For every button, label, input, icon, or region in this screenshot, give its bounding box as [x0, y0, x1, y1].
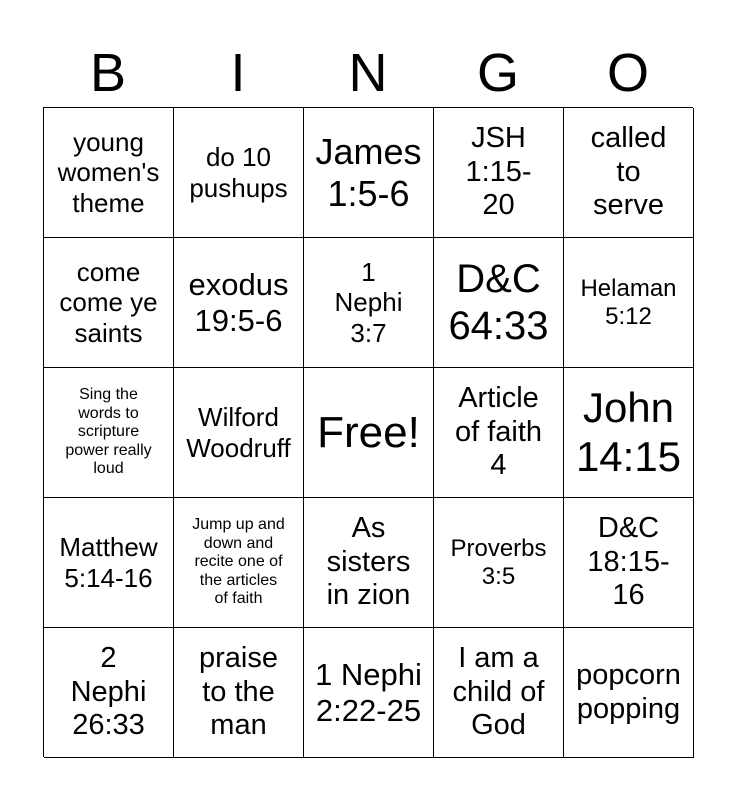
cell-text: I am a child of God [452, 642, 545, 742]
bingo-cell-r1c4[interactable] [434, 108, 564, 238]
cell-text: James 1:5-6 [315, 130, 422, 214]
cell-text: Helaman 5:12 [580, 274, 677, 330]
bingo-cell-r1c3[interactable] [304, 108, 434, 238]
bingo-cell-r5c5[interactable] [564, 628, 694, 758]
bingo-cell-r2c2[interactable] [174, 238, 304, 368]
bingo-cell-r4c3[interactable] [304, 498, 434, 628]
header-letter-o: O [606, 43, 649, 103]
bingo-cell-r1c2[interactable] [174, 108, 304, 238]
cell-text: young women's theme [57, 127, 160, 218]
bingo-cell-r4c5[interactable] [564, 498, 694, 628]
cell-text: called to serve [590, 122, 667, 222]
bingo-cell-r5c1[interactable] [44, 628, 174, 758]
bingo-cell-r3c2[interactable] [174, 368, 304, 498]
cell-text: Jump up and down and recite one of the articles of faith [192, 516, 285, 608]
bingo-cell-r1c5[interactable] [564, 108, 694, 238]
header-letter-n: N [348, 43, 388, 103]
bingo-cell-r2c1[interactable] [44, 238, 174, 368]
cell-text: do 10 pushups [189, 142, 288, 203]
bingo-cell-r5c2[interactable] [174, 628, 304, 758]
bingo-cell-r3c5[interactable] [564, 368, 694, 498]
cell-text: 1 Nephi 2:22-25 [315, 656, 422, 728]
cell-text: popcorn popping [576, 658, 681, 725]
header-letter-b: B [89, 43, 127, 103]
bingo-cell-r5c3[interactable] [304, 628, 434, 758]
bingo-cell-r3c3[interactable] [304, 368, 434, 498]
cell-text: Article of faith 4 [454, 382, 543, 482]
cell-text: As sisters in zion [326, 512, 411, 612]
cell-text: JSH 1:15- 20 [465, 122, 532, 222]
bingo-cell-r2c4[interactable] [434, 238, 564, 368]
cell-text: D&C 64:33 [448, 257, 549, 348]
bingo-cell-r4c1[interactable] [44, 498, 174, 628]
cell-text: 1 Nephi 3:7 [334, 257, 403, 348]
bingo-cell-r4c2[interactable] [174, 498, 304, 628]
cell-text: praise to the man [199, 642, 278, 742]
free-space: Free! [317, 407, 420, 457]
header-letter-g: G [476, 43, 519, 103]
cell-text: John 14:15 [575, 383, 682, 480]
bingo-cell-r4c4[interactable] [434, 498, 564, 628]
cell-text: 2 Nephi 26:33 [70, 642, 147, 742]
cell-text: come come ye saints [59, 257, 158, 348]
bingo-cell-r5c4[interactable] [434, 628, 564, 758]
bingo-cell-r2c3[interactable] [304, 238, 434, 368]
cell-text: exodus 19:5-6 [188, 266, 289, 338]
cell-text: D&C 18:15- 16 [587, 512, 670, 612]
bingo-cell-r2c5[interactable] [564, 238, 694, 368]
cell-text: Wilford Woodruff [186, 402, 291, 463]
bingo-grid [43, 107, 693, 757]
cell-text: Sing the words to scripture power really loud [65, 386, 152, 478]
cell-text: Proverbs 3:5 [450, 534, 547, 590]
bingo-cell-r3c4[interactable] [434, 368, 564, 498]
bingo-cell-r1c1[interactable] [44, 108, 174, 238]
header-letter-i: I [230, 43, 246, 103]
bingo-cell-r3c1[interactable] [44, 368, 174, 498]
cell-text: Matthew 5:14-16 [59, 532, 158, 593]
bingo-header [43, 42, 693, 104]
